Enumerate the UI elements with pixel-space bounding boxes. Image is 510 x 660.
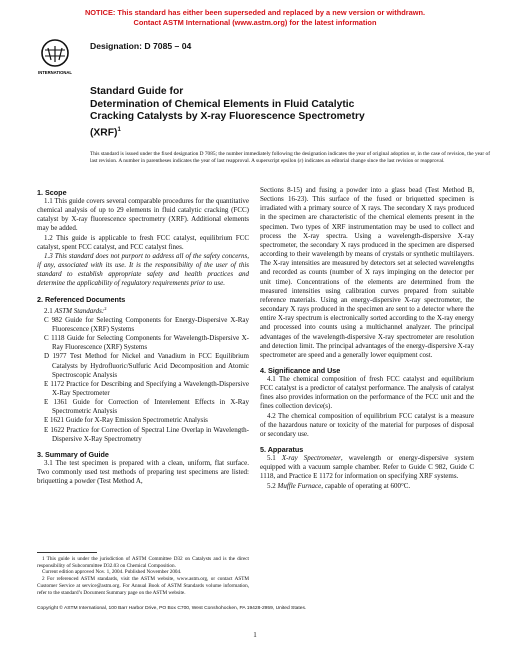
reference-item: C 1118 Guide for Selecting Components for Wavelength-Dispersive X-Ray Fluorescence (XRF) Systems <box>44 334 249 352</box>
summary-heading: 3. Summary of Guide <box>37 449 109 459</box>
apparatus-5-2-num: 5.2 <box>267 481 278 490</box>
scope-heading: 1. Scope <box>37 188 67 197</box>
logo-text: INTERNATIONAL <box>38 70 72 75</box>
reference-item: E 1622 Practice for Correction of Spectral Line Overlap in Wavelength-Dispersive X-Ray Spectrometry <box>44 425 249 443</box>
apparatus-5-1-term: X-ray Spectrometer <box>281 454 341 463</box>
summary-3-1: 3.1 The test specimen is prepared with a clean, uniform, flat surface. Two commonly used test methods of preparing test specimens are listed: briquetting a powder (Test Method A, <box>37 458 249 486</box>
title-footnote-mark: 1 <box>117 126 121 133</box>
significance-4-2: 4.2 The chemical composition of equilibrium FCC catalyst is a measure of the hazardous nature or toxicity of the material for purposes of disposal or secondary use. <box>260 411 474 438</box>
issued-note: This standard is issued under the fixed designation D 7085; the number immediately following the designation indicates the year of original adoption or, in the case of revision, the year of last revision. A number in parentheses indicates the year of last reapproval. A superscript epsilon (ε) indicates an editorial change since the last revision or reapproval. <box>90 151 490 165</box>
scope-1-2: 1.2 This guide is applicable to fresh FCC catalyst, equilibrium FCC catalyst, spent FCC catalyst, and FCC catalyst fines. <box>37 233 249 251</box>
refs-intro: 2.1 <box>44 306 55 315</box>
reference-item: D 1977 Test Method for Nickel and Vanadium in FCC Equilibrium Catalysts by Hydrofluoric/Sulfuric Acid Decomposition and Atomic Spectroscopic Analysis <box>44 352 249 379</box>
reference-item: E 1172 Practice for Describing and Specifying a Wavelength-Dispersive X-Ray Spectrometer <box>44 379 249 397</box>
designation: Designation: D 7085 – 04 <box>90 41 192 51</box>
apparatus-heading: 5. Apparatus <box>260 445 304 455</box>
apparatus-5-1-text: , wavelength or energy-dispersive system equipped with a vacuum sample chamber. Refer to Guide C 982, Guide C 1118, and Practice E 1172 for information on specifying XRF systems. <box>260 454 475 481</box>
scope-1-3: 1.3 This standard does not purport to address all of the safety concerns, if any, associated with its use. It is the responsibility of the user of this standard to establish appropriate safety and health practices and determine the applicability of regulatory requirements prior to use. <box>37 251 249 288</box>
title-kind: Standard Guide for <box>90 86 184 97</box>
summary-continued: Sections 8-15) and fusing a powder into a glass bead (Test Method B, Sections 16-23). This surface of the fused or briquetted specimen is irradiated with a primary source of X rays. The secondary X rays produced in the specimen are characteristic of the chemical elements present in the specimen. Two types of XRF instrumentation may be used to collect and process the X-ray spectra. Using a wavelength-dispersive X-ray spectrometer, the secondary X rays produced in the specimen are dispersed according to their wavelength by means of crystals or synthetic multilayers. The X-ray intensities are measured by detectors set at selected wavelengths and recorded as counts (number of X rays impinging on the detector per unit time). Concentrations of the elements are determined from the measured intensities using calibration curves prepared from suitable reference materials. Using an energy-dispersive X-ray spectrometer, the secondary X rays produced in the specimen are sent to a detector where the entire X-ray spectrum is electronically sorted according to the X-ray energy and processed into counts using a multichannel analyzer. The principal advantages of the wavelength-dispersive X-ray spectrometer are resolution and detection limit. The principal advantages of the energy-dispersive X-ray spectrometer are speed and a generally lower equipment cost. <box>260 186 474 359</box>
document-title <box>90 86 480 139</box>
copyright-line: Copyright © ASTM International, 100 Barr Harbor Drive, PO Box C700, West Conshohocken, PA 19428-2959, United States. <box>37 606 307 611</box>
left-column <box>37 188 249 486</box>
title-line-1: Determination of Chemical Elements in Fluid Catalytic <box>90 98 355 110</box>
apparatus-5-2-text: , capable of operating at 600°C. <box>321 481 411 490</box>
reference-item: C 982 Guide for Selecting Components for Energy-Dispersive X-Ray Fluorescence (XRF) Systems <box>44 315 249 333</box>
apparatus-5-1-num: 5.1 <box>267 454 282 463</box>
refs-intro-italic: ASTM Standards: <box>54 306 105 315</box>
reference-item: E 1361 Guide for Correction of Interelement Effects in X-Ray Spectrometric Analysis <box>44 398 249 416</box>
refs-heading: 2. Referenced Documents <box>37 294 126 304</box>
withdrawal-notice <box>0 8 510 27</box>
footnote-1: 1 This guide is under the jurisdiction of ASTM Committee D32 on Catalysts and is the direct responsibility of Subcommittee D32.03 on Chemical Composition. <box>37 556 249 569</box>
page-number: 1 <box>253 631 257 639</box>
title-line-3: (XRF) <box>90 126 118 138</box>
right-column <box>260 186 474 491</box>
refs-footnote-mark: 2 <box>104 305 107 311</box>
title-line-2: Cracking Catalysts by X-ray Fluorescence Spectrometry <box>90 111 365 122</box>
astm-logo <box>37 38 73 76</box>
footnote-1-edition: Current edition approved Nov. 1, 2004. Published November 2004. <box>42 569 182 576</box>
footnote-rule <box>37 552 97 553</box>
reference-item: E 1621 Guide for X-Ray Emission Spectrometric Analysis <box>44 416 208 425</box>
apparatus-5-2-term: Muffle Furnace <box>277 481 322 490</box>
footnote-2: 2 For referenced ASTM standards, visit the ASTM website, www.astm.org, or contact ASTM Customer Service at service@astm.org. For Annual Book of ASTM Standards volume information, refer to the standard’s Document Summary page on the ASTM website. <box>37 576 249 596</box>
significance-4-1: 4.1 The chemical composition of fresh FCC catalyst and equilibrium FCC catalyst is a predictor of catalyst performance. The analysis of catalyst fines also provides information on the performance of the FCC unit and the fines collection device(s). <box>260 374 474 411</box>
footnotes <box>37 552 249 596</box>
significance-heading: 4. Significance and Use <box>260 365 341 375</box>
reference-list <box>37 316 249 444</box>
notice-line-2: Contact ASTM International (www.astm.org) for the latest information <box>133 17 377 27</box>
notice-line-1: NOTICE: This standard has either been superseded and replaced by a new version or withdrawn. <box>84 8 426 17</box>
scope-1-1: 1.1 This guide covers several comparable procedures for the quantitative chemical analysis of up to 29 elements in fluid catalytic cracking (FCC) catalyst by X-ray fluorescence spectrometry (XRF). Additional elements may be added. <box>37 197 249 233</box>
